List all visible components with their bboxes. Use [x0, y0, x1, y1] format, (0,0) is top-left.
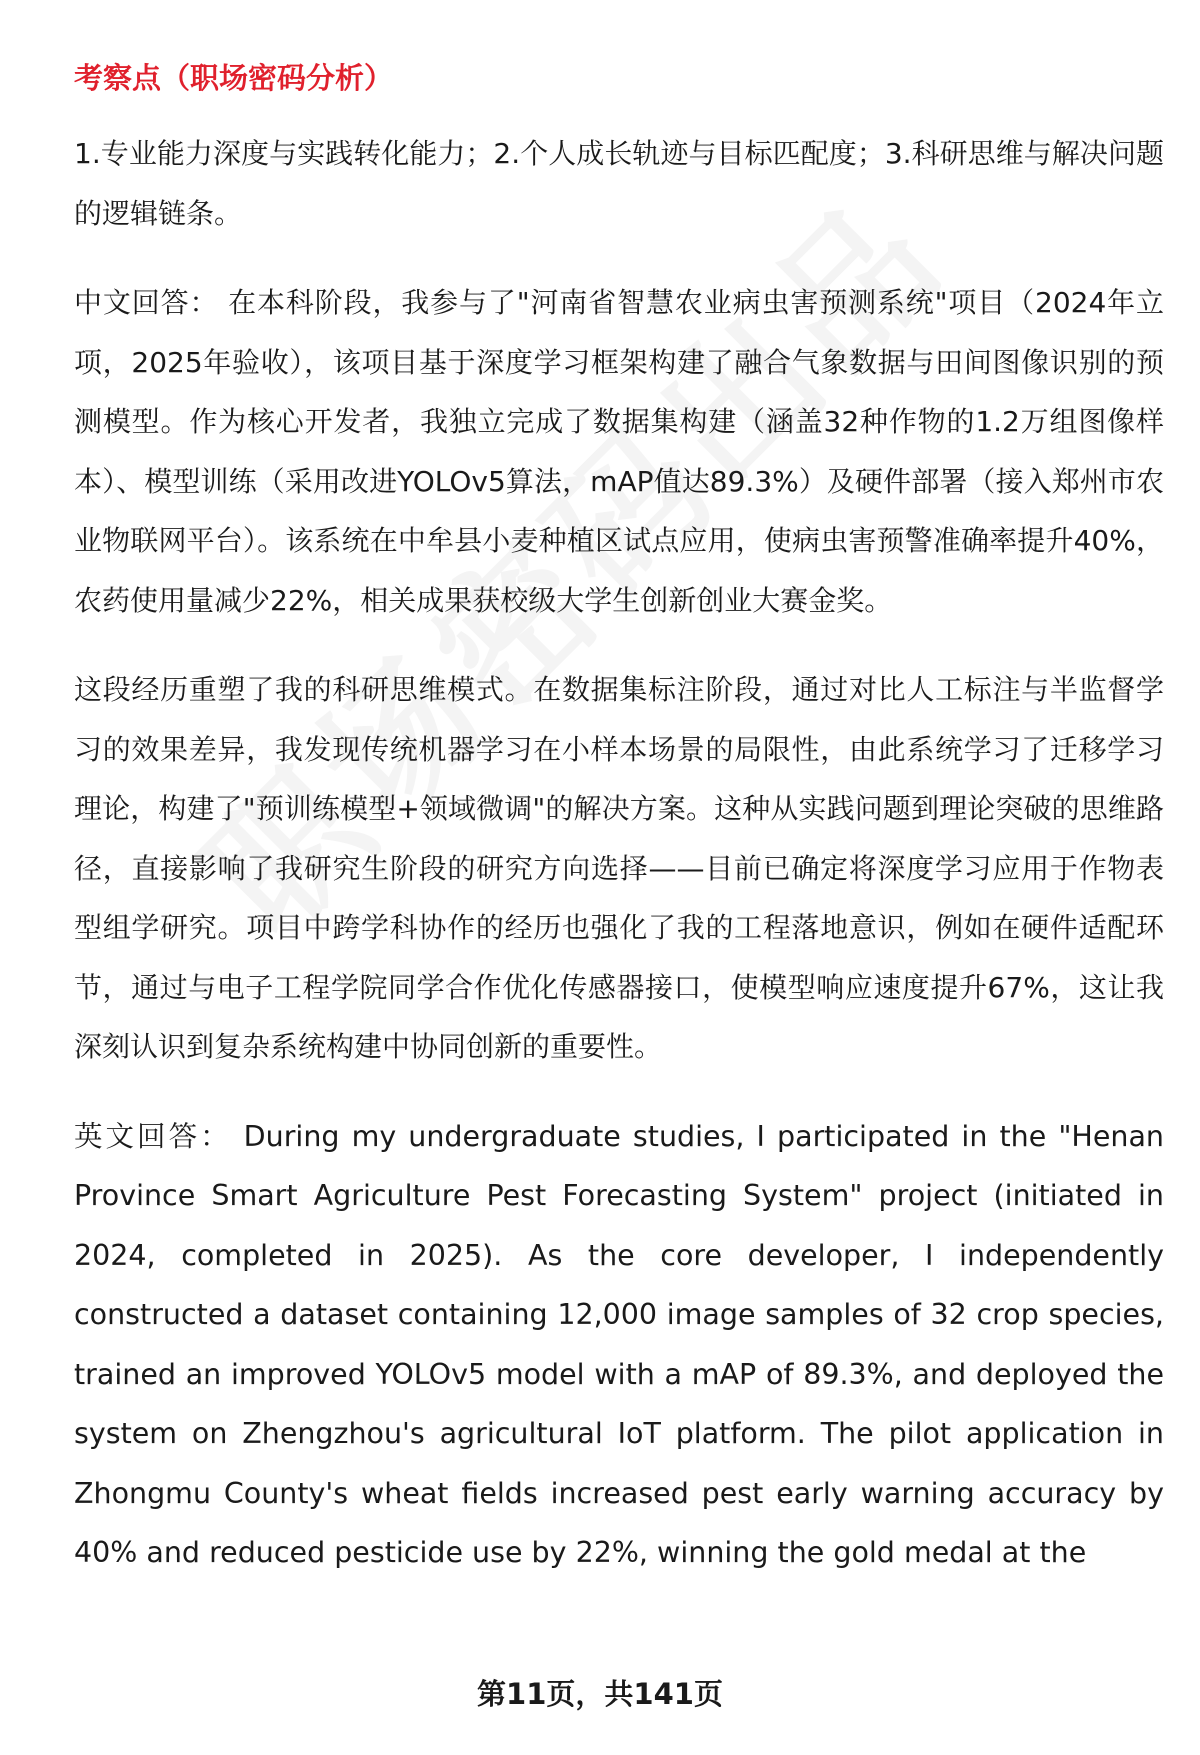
document-body	[74, 58, 1164, 1583]
assessment-points: 1.专业能力深度与实践转化能力；2.个人成长轨迹与目标匹配度；3.科研思维与解决问题的逻辑链条。	[74, 137, 1164, 230]
page-number: 第11页，共141页	[477, 1677, 723, 1711]
section-heading: 考察点（职场密码分析）	[74, 61, 394, 95]
reflection-paragraph: 这段经历重塑了我的科研思维模式。在数据集标注阶段，通过对比人工标注与半监督学习的效果差异，我发现传统机器学习在小样本场景的局限性，由此系统学习了迁移学习理论，构建了"预训练模型+领域微调"的解决方案。这种从实践问题到理论突破的思维路径，直接影响了我研究生阶段的研究方向选择——目前已确定将深度学习应用于作物表型组学研究。项目中跨学科协作的经历也强化了我的工程落地意识，例如在硬件适配环节，通过与电子工程学院同学合作优化传感器接口，使模型响应速度提升67%，这让我深刻认识到复杂系统构建中协同创新的重要性。	[74, 673, 1164, 1063]
chinese-answer: 中文回答： 在本科阶段，我参与了"河南省智慧农业病虫害预测系统"项目（2024年立项，2025年验收），该项目基于深度学习框架构建了融合气象数据与田间图像识别的预测模型。作为核心开发者，我独立完成了数据集构建（涵盖32种作物的1.2万组图像样本）、模型训练（采用改进YOLOv5算法，mAP值达89.3%）及硬件部署（接入郑州市农业物联网平台）。该系统在中牟县小麦种植区试点应用，使病虫害预警准确率提升40%，农药使用量减少22%，相关成果获校级大学生创新创业大赛金奖。	[74, 286, 1164, 617]
english-answer: 英文回答： During my undergraduate studies, I participated in the "Henan Province Smart Agriculture Pest Forecasting System" project (initiated in 2024, completed in 2025). As the core developer, I independently constructed a dataset containing 12,000 image samples of 32 crop species, trained an improved YOLOv5 model with a mAP of 89.3%, and deployed the system on Zhengzhou's agricultural IoT platform. The pilot application in Zhongmu County's wheat fields increased pest early warning accuracy by 40% and reduced pesticide use by 22%, winning the gold medal at the	[74, 1119, 1164, 1569]
